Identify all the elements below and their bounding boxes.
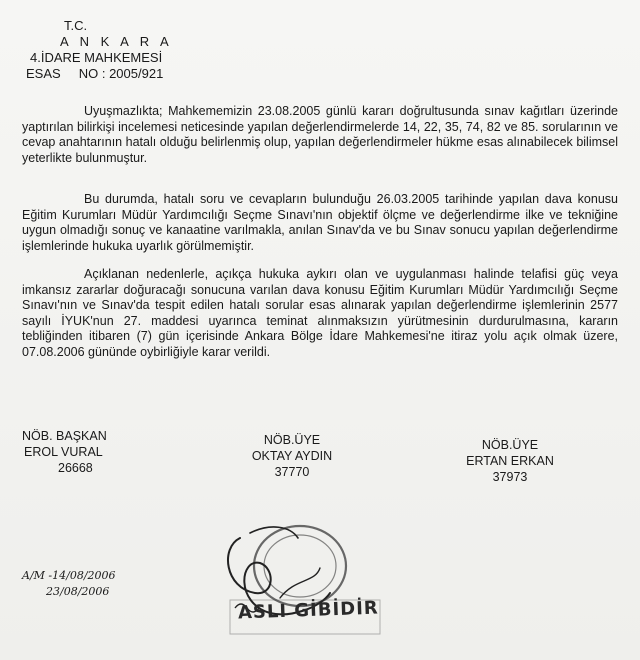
signature-role: NÖB. BAŞKAN bbox=[22, 429, 107, 443]
signature-role: NÖB.ÜYE bbox=[263, 433, 321, 447]
paragraph-1: Uyuşmazlıkta; Mahkememizin 23.08.2005 günlü kararı doğrultusunda sınav kağıtları üzerinde yaptırılan bilirkişi incelemesi neticesinde yapılan değerlendirmelerde 14, 22, 35, 74, 82 ve 85. sorularının ve cevap anahtarının hatalı olduğu belirlenmiş olup, yapılan değerlendirmeler hükme esas alınabilecek bilimsel yeterlikte bulunmuştur. bbox=[22, 104, 618, 165]
header-tc: T.C. bbox=[64, 18, 88, 33]
header-case-number: ESAS NO : 2005/921 bbox=[26, 66, 164, 81]
signature-block-member-2 bbox=[440, 437, 580, 485]
header-city: A N K A R A bbox=[60, 34, 173, 49]
signature-number: 37770 bbox=[274, 465, 310, 479]
handwritten-dates bbox=[22, 568, 116, 600]
signature-block-president bbox=[22, 428, 107, 476]
official-stamp-seal bbox=[180, 508, 400, 658]
signature-name: ERTAN ERKAN bbox=[466, 454, 554, 468]
paragraph-2: Bu durumda, hatalı soru ve cevapların bulunduğu 26.03.2005 tarihinde yapılan dava konusu Eğitim Kurumları Müdür Yardımcılığı Seçme Sınavı'nın objektif ölçme ve değerlendirme ilke ve tekniğine uygun olmadığı sonuç ve kanaatine varılmakla, anılan Sınav'da ve bu Sınav sonucu yapılan değerlendirme işlemlerinde hukuka uyarlık görülmemiştir. bbox=[22, 192, 618, 253]
signature-number: 26668 bbox=[58, 461, 93, 475]
signature-role: NÖB.ÜYE bbox=[481, 438, 539, 452]
paragraph-3: Açıklanan nedenlerle, açıkça hukuka aykırı olan ve uygulanması halinde telafisi güç veya imkansız zararlar doğuracağı sonucuna varılan dava konusu Eğitim Kurumları Müdür Yardımcılığı Seçme Sınavı'nın ve Sınav'da tespit edilen hatalı sorular esas alınarak yapılan değerlendirme işlemlerinin 2577 sayılı İYUK'nun 27. maddesi uyarınca teminat alınmaksızın yürütmesinin durdurulmasına, kararın tebliğinden itibaren (7) gün içerisinde Ankara Bölge İdare Mahkemesi'ne itiraz yolu açık olmak üzere, 07.08.2006 gününde oybirliğiyle karar verildi. bbox=[22, 267, 618, 359]
stamp-true-copy-text: ASLI GİBİDİR bbox=[237, 597, 380, 624]
signature-name: EROL VURAL bbox=[24, 445, 103, 459]
handwritten-date-2: 23/08/2006 bbox=[46, 585, 110, 598]
signature-number: 37973 bbox=[492, 470, 528, 484]
handwritten-date-1: A/M -14/08/2006 bbox=[22, 569, 116, 582]
signature-block-member-1 bbox=[232, 432, 352, 480]
signature-name: OKTAY AYDIN bbox=[251, 449, 333, 463]
header-court-name: 4.İDARE MAHKEMESİ bbox=[30, 50, 163, 65]
